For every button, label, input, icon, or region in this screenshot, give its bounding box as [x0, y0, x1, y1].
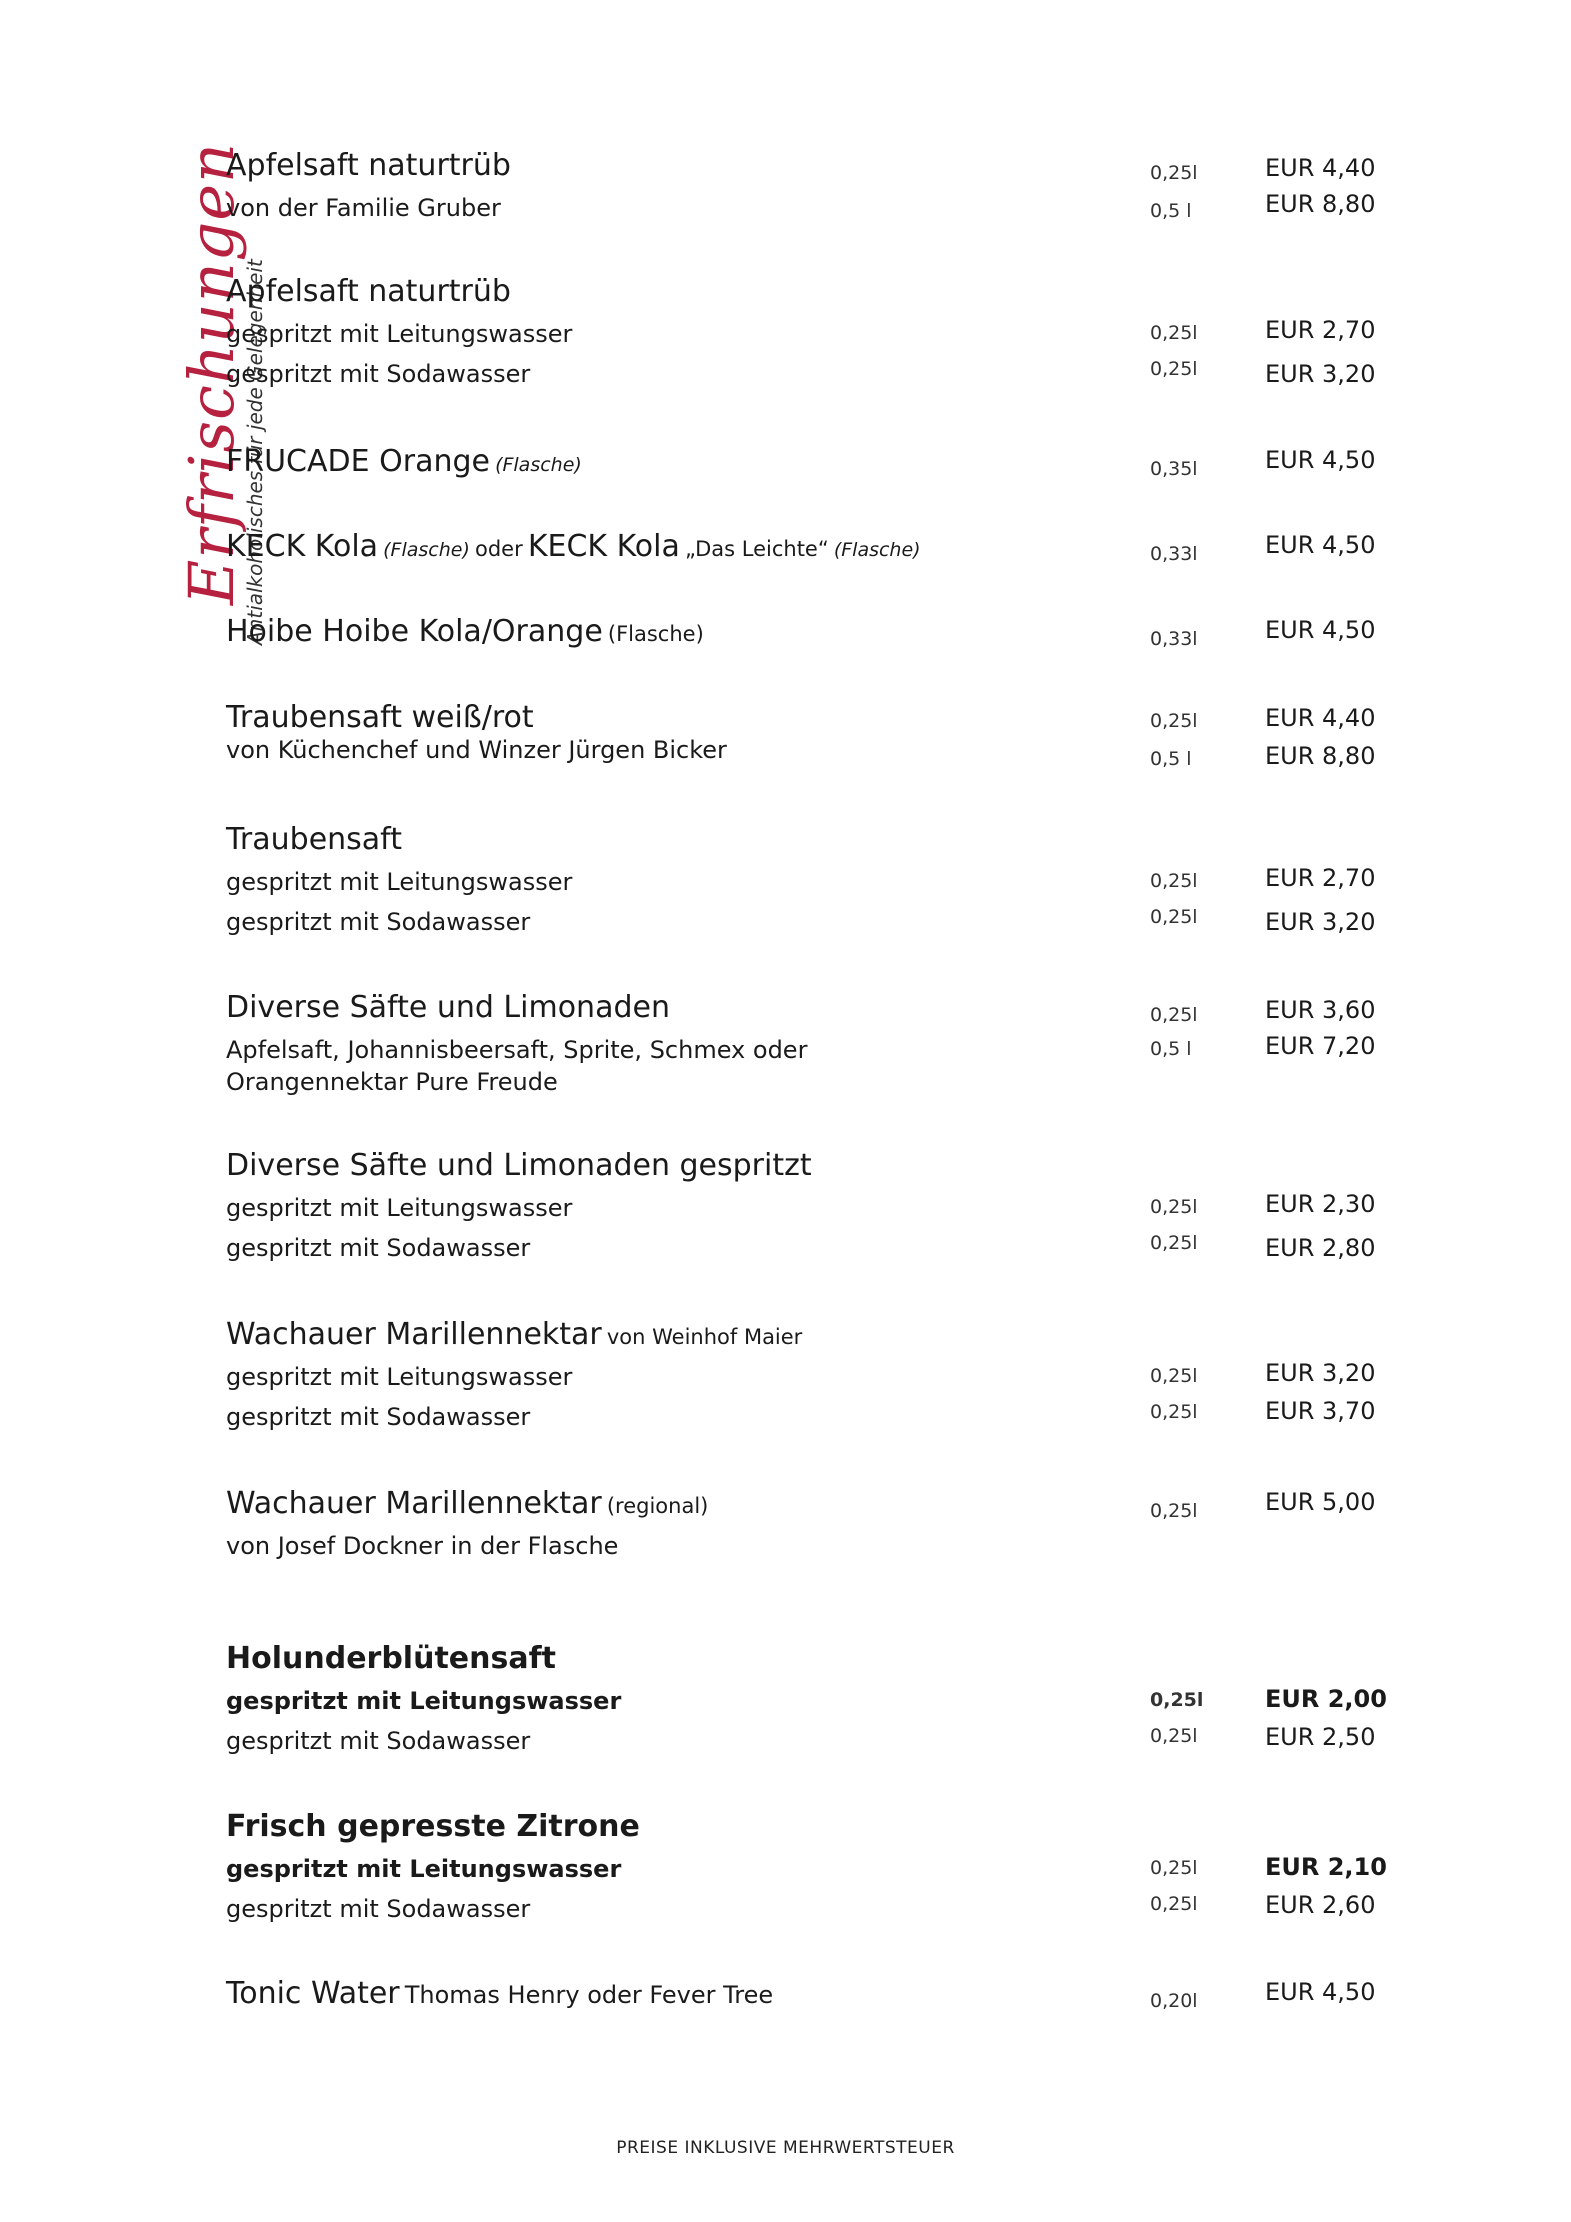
item-price: EUR 2,70 — [1265, 864, 1376, 892]
item-price: EUR 7,20 — [1265, 1032, 1376, 1060]
item-volume: 0,25l — [1150, 358, 1198, 380]
item-price: EUR 2,00 — [1265, 1685, 1387, 1713]
item-volume: 0,25l — [1150, 1689, 1204, 1711]
item-price: EUR 4,40 — [1265, 704, 1376, 732]
item-volume: 0,35l — [1150, 458, 1198, 480]
item-description: Orangennektar Pure Freude — [226, 1068, 558, 1096]
item-volume: 0,25l — [1150, 1857, 1198, 1879]
item-description: gespritzt mit Sodawasser — [226, 1403, 531, 1431]
item-title-line — [226, 614, 704, 649]
item-volume: 0,25l — [1150, 322, 1198, 344]
item-title: Diverse Säfte und Limonaden gespritzt — [226, 1148, 812, 1183]
item-volume: 0,33l — [1150, 543, 1198, 565]
item-price: EUR 8,80 — [1265, 742, 1376, 770]
item-volume: 0,25l — [1150, 906, 1198, 928]
item-title: Diverse Säfte und Limonaden — [226, 990, 670, 1025]
item-note: (Flasche) — [833, 539, 921, 561]
item-description: Apfelsaft, Johannisbeersaft, Sprite, Schmex oder — [226, 1036, 808, 1064]
item-title-line — [226, 529, 921, 564]
item-price: EUR 4,50 — [1265, 446, 1376, 474]
item-description: gespritzt mit Leitungswasser — [226, 868, 573, 896]
item-price: EUR 4,50 — [1265, 531, 1376, 559]
item-title-line — [226, 1317, 802, 1352]
item-price: EUR 3,60 — [1265, 996, 1376, 1024]
footer-note: PREISE INKLUSIVE MEHRWERTSTEUER — [616, 2138, 955, 2158]
item-volume: 0,5 l — [1150, 748, 1192, 770]
item-title: Traubensaft weiß/rot — [226, 700, 534, 735]
item-volume: 0,25l — [1150, 1232, 1198, 1254]
item-price: EUR 4,50 — [1265, 616, 1376, 644]
item-title: Apfelsaft naturtrüb — [226, 274, 511, 309]
item-volume: 0,5 l — [1150, 200, 1192, 222]
item-description: gespritzt mit Leitungswasser — [226, 1194, 573, 1222]
item-description: gespritzt mit Leitungswasser — [226, 1687, 622, 1715]
item-title: Frisch gepresste Zitrone — [226, 1809, 640, 1844]
item-description: von der Familie Gruber — [226, 194, 501, 222]
item-title: Tonic Water — [226, 1976, 400, 2011]
item-description: gespritzt mit Sodawasser — [226, 1895, 531, 1923]
item-title: Holunderblütensaft — [226, 1641, 556, 1676]
item-note: Thomas Henry oder Fever Tree — [404, 1981, 774, 2009]
item-quote: „Das Leichte“ — [684, 537, 829, 561]
item-description: gespritzt mit Sodawasser — [226, 1727, 531, 1755]
item-price: EUR 5,00 — [1265, 1488, 1376, 1516]
item-note: von Weinhof Maier — [606, 1325, 803, 1349]
item-price: EUR 8,80 — [1265, 190, 1376, 218]
item-title: KECK Kola — [527, 529, 680, 564]
item-volume: 0,25l — [1150, 1725, 1198, 1747]
item-title-line — [226, 444, 582, 479]
item-description: gespritzt mit Leitungswasser — [226, 1855, 622, 1883]
item-description: gespritzt mit Sodawasser — [226, 360, 531, 388]
item-volume: 0,5 l — [1150, 1038, 1192, 1060]
item-note: (Flasche) — [383, 539, 470, 561]
item-description: gespritzt mit Sodawasser — [226, 1234, 531, 1262]
item-price: EUR 2,30 — [1265, 1190, 1376, 1218]
item-title: KECK Kola — [226, 529, 379, 564]
sidebar-heading — [60, 142, 267, 645]
item-volume: 0,25l — [1150, 1893, 1198, 1915]
item-volume: 0,25l — [1150, 1365, 1198, 1387]
item-note: (Flasche) — [495, 454, 582, 476]
item-volume: 0,25l — [1150, 710, 1198, 732]
item-description: von Küchenchef und Winzer Jürgen Bicker — [226, 736, 727, 764]
item-volume: 0,33l — [1150, 628, 1198, 650]
item-volume: 0,25l — [1150, 1500, 1198, 1522]
item-title: Traubensaft — [226, 822, 402, 857]
item-price: EUR 3,20 — [1265, 908, 1376, 936]
item-description: gespritzt mit Sodawasser — [226, 908, 531, 936]
item-volume: 0,25l — [1150, 162, 1198, 184]
item-title-line — [226, 1976, 773, 2011]
item-volume: 0,25l — [1150, 1401, 1198, 1423]
item-connector: oder — [475, 537, 523, 561]
item-price: EUR 2,50 — [1265, 1723, 1376, 1751]
item-note: (Flasche) — [607, 622, 704, 646]
section-title: Erfrischungen — [175, 142, 248, 605]
item-title: Hoibe Hoibe Kola/Orange — [226, 614, 603, 649]
section-tagline: Antialkoholisches für jede Gelegenheit — [243, 259, 267, 645]
item-price: EUR 2,80 — [1265, 1234, 1376, 1262]
item-price: EUR 3,20 — [1265, 1359, 1376, 1387]
item-volume: 0,25l — [1150, 1196, 1198, 1218]
item-title: Wachauer Marillennektar — [226, 1317, 602, 1352]
item-description: gespritzt mit Leitungswasser — [226, 320, 573, 348]
item-description: von Josef Dockner in der Flasche — [226, 1532, 619, 1560]
item-volume: 0,25l — [1150, 870, 1198, 892]
item-title-line — [226, 1486, 708, 1521]
item-price: EUR 2,70 — [1265, 316, 1376, 344]
item-note: (regional) — [606, 1494, 709, 1518]
item-price: EUR 4,40 — [1265, 154, 1376, 182]
item-title: Wachauer Marillennektar — [226, 1486, 602, 1521]
item-description: gespritzt mit Leitungswasser — [226, 1363, 573, 1391]
item-price: EUR 2,10 — [1265, 1853, 1387, 1881]
item-volume: 0,20l — [1150, 1990, 1198, 2012]
item-price: EUR 4,50 — [1265, 1978, 1376, 2006]
item-title: FRUCADE Orange — [226, 444, 490, 479]
item-volume: 0,25l — [1150, 1004, 1198, 1026]
item-price: EUR 3,20 — [1265, 360, 1376, 388]
item-price: EUR 3,70 — [1265, 1397, 1376, 1425]
item-title: Apfelsaft naturtrüb — [226, 148, 511, 183]
item-price: EUR 2,60 — [1265, 1891, 1376, 1919]
